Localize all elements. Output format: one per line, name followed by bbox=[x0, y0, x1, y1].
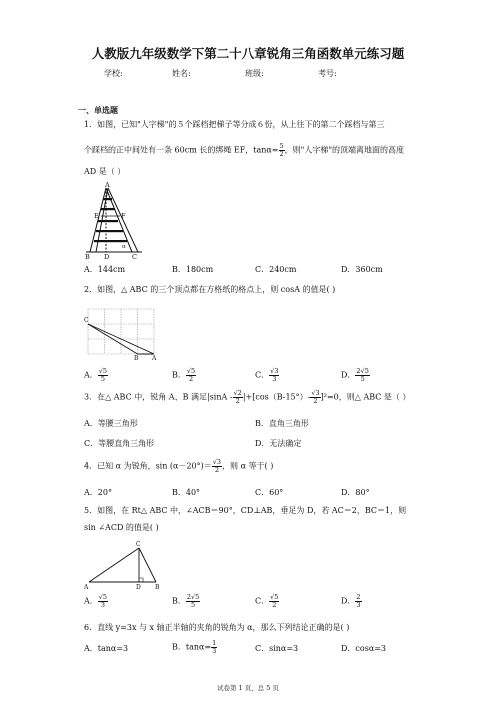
label-c: C bbox=[132, 253, 137, 260]
q1-option-a[interactable]: A．144cm bbox=[84, 265, 126, 274]
page-footer: 试卷第 1 页，总 5 页 bbox=[216, 684, 280, 692]
label-f: F bbox=[121, 212, 126, 220]
q1-option-c[interactable]: C．240cm bbox=[255, 265, 297, 274]
label-d: D bbox=[136, 584, 141, 590]
q3-text: 3．在△ ABC 中，锐角 A、B 满足|sinA - $\frac{√2}{2}$ |+[cos（B-15°）- $\frac{√3}{2}$ ]²=0，则△ ABC 是（ ） bbox=[84, 389, 411, 405]
label-e: E bbox=[94, 212, 99, 220]
right-angle-mark bbox=[139, 578, 143, 582]
q6-option-b[interactable]: B．tanα= $\frac{1}{3}$ bbox=[172, 639, 217, 655]
q4-fraction: $\frac{√3}{2}$ bbox=[212, 458, 222, 474]
name-field: 姓名: bbox=[172, 69, 191, 78]
q5-line1: 5．如图，在 Rt△ ABC 中，∠ACB＝90°，CD⊥AB，垂足为 D，若 AC＝2，BC＝1，则 bbox=[84, 506, 407, 515]
q3-fraction-2: $\frac{√3}{2}$ bbox=[311, 389, 320, 405]
q1-option-b[interactable]: B．180cm bbox=[172, 265, 214, 274]
q4-option-d[interactable]: D．80° bbox=[341, 488, 370, 497]
class-field: 班级: bbox=[245, 69, 264, 78]
section-heading: 一、单选题 bbox=[78, 106, 118, 115]
q4-option-b[interactable]: B．40° bbox=[172, 488, 201, 497]
label-c: C bbox=[136, 541, 141, 548]
ladder-step bbox=[101, 208, 115, 210]
q6-text: 6．直线 y=3x 与 x 轴正半轴的夹角的锐角为 α，那么下列结论正确的是( ) bbox=[84, 623, 350, 632]
q1-frac-den: 2 bbox=[279, 150, 284, 158]
side-ac bbox=[89, 548, 139, 582]
q5-option-b[interactable]: B． $\frac{2√5}{5}$ bbox=[172, 593, 200, 609]
q1-line1: 1．如图，已知"人字梯"的５个踩档把梯子等分成６份，从上往下的第二个踩档与第三 bbox=[84, 120, 385, 129]
q1-frac-num: 5 bbox=[279, 142, 284, 150]
number-field: 考号: bbox=[318, 69, 337, 78]
label-d: D bbox=[104, 253, 110, 260]
q5-line2: sin ∠ACD 的值是( ) bbox=[84, 523, 159, 532]
q1-line2-text-b: ，则"人字梯"的顶端离地面的高度 bbox=[284, 145, 405, 155]
page-title: 人教版九年级数学下第二十八章锐角三角函数单元练习题 bbox=[91, 46, 405, 61]
q2-option-a[interactable]: A． $\frac{√5}{5}$ bbox=[84, 367, 108, 383]
q1-line2-text-a: 个踩档的正中间处有一条 60cm 长的绑绳 EF，tanα= bbox=[84, 145, 279, 155]
ladder-step bbox=[103, 198, 112, 200]
q4-option-c[interactable]: C．60° bbox=[255, 488, 284, 497]
q2-option-b[interactable]: B． $\frac{√5}{2}$ bbox=[172, 367, 196, 383]
label-b: B bbox=[85, 253, 90, 260]
q5-option-c[interactable]: C． $\frac{√5}{2}$ bbox=[255, 593, 279, 609]
q5-option-a[interactable]: A． $\frac{√5}{3}$ bbox=[84, 593, 108, 609]
q3-option-c[interactable]: C．等腰直角三角形 bbox=[84, 439, 155, 448]
ladder-step bbox=[96, 230, 123, 232]
triangle-figure bbox=[84, 540, 164, 590]
label-b: B bbox=[155, 584, 160, 590]
q2-option-c[interactable]: C． $\frac{√3}{3}$ bbox=[255, 367, 279, 383]
q6-option-a[interactable]: A．tanα=3 bbox=[84, 644, 129, 653]
school-field: 学校: bbox=[104, 69, 123, 78]
q3-option-a[interactable]: A．等腰三角形 bbox=[84, 419, 138, 428]
q2-option-d[interactable]: D． $\frac{2√5}{5}$ bbox=[341, 367, 369, 383]
label-alpha: α bbox=[122, 244, 126, 250]
side-cb bbox=[88, 324, 138, 354]
q5-option-d[interactable]: D． $\frac{2}{3}$ bbox=[341, 593, 361, 609]
q4-option-a[interactable]: A．20° bbox=[84, 488, 112, 497]
ladder-step bbox=[98, 220, 118, 222]
q4-text: 4．已知 α 为锐角，sin (α－20°)＝ $\frac{√3}{2}$ ，则 α 等于( ) bbox=[84, 458, 274, 474]
ladder-figure bbox=[84, 180, 174, 260]
q1-line2 bbox=[84, 143, 404, 158]
label-a: A bbox=[84, 584, 89, 590]
label-a: A bbox=[105, 181, 110, 189]
label-c: C bbox=[84, 317, 89, 324]
q3-fraction-1: $\frac{√2}{2}$ bbox=[233, 389, 242, 405]
q6-option-c[interactable]: C．sinα=3 bbox=[255, 644, 299, 653]
q3-option-b[interactable]: B．直角三角形 bbox=[255, 419, 309, 428]
grid-figure bbox=[84, 305, 160, 361]
label-b: B bbox=[134, 355, 139, 361]
ladder-step bbox=[94, 240, 127, 242]
q1-line3: AD 是（ ） bbox=[84, 167, 126, 176]
q3-option-d[interactable]: D．无法确定 bbox=[255, 439, 302, 448]
q6-option-d[interactable]: D．cosα=3 bbox=[341, 644, 387, 653]
q2-text: 2．如图，△ ABC 的三个顶点都在方格纸的格点上，则 cosA 的值是( ) bbox=[84, 285, 336, 294]
q1-option-d[interactable]: D．360cm bbox=[341, 265, 383, 274]
side-cb bbox=[139, 548, 156, 582]
label-a: A bbox=[152, 355, 157, 361]
